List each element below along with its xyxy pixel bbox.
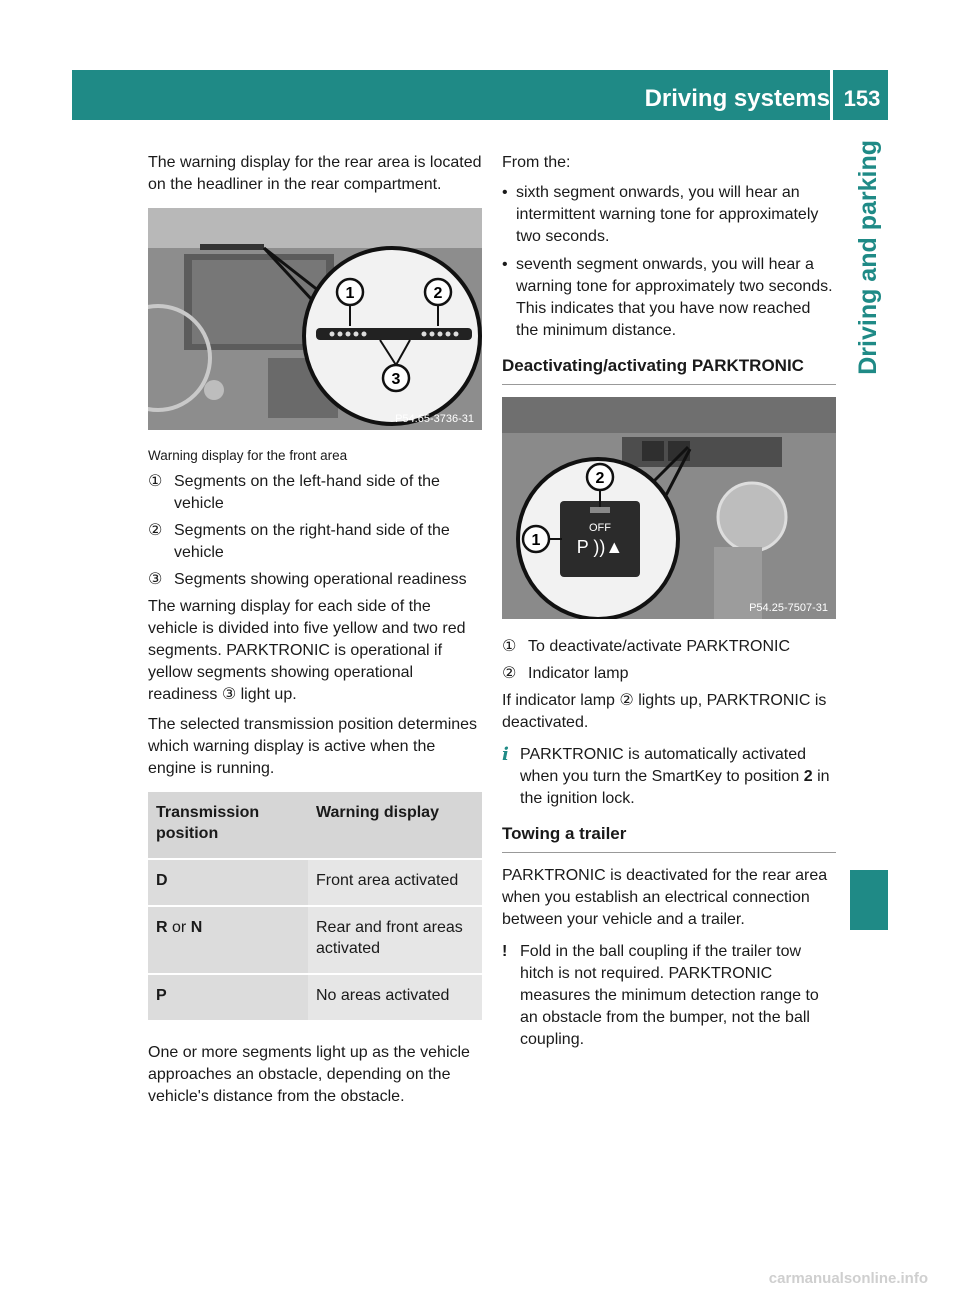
intro-paragraph: The warning display for the rear area is located on the headliner in the rear compartment.: [148, 154, 482, 193]
table-row: [148, 974, 482, 1021]
bullet-item: • seventh segment onwards, you will hear a warning tone for approximately two seconds. This indicates that you have now reached the minimum distance.: [502, 256, 833, 339]
side-tab-block: [850, 870, 888, 930]
from-the: From the:: [502, 154, 571, 171]
table-cell: Rear and front areas activated: [308, 906, 482, 974]
paragraph-segments: The warning display for each side of the vehicle is divided into five yellow and two red segments. PARKTRONIC is operational if yellow segments showing operational readiness ③ light up.: [148, 598, 466, 703]
legend-item: ② Segments on the right-hand side of the vehicle: [148, 522, 450, 561]
side-tab: [846, 140, 890, 570]
figure-parktronic-button: [502, 397, 836, 626]
figure-front-warning-display: [148, 208, 482, 437]
bullet-item: • sixth segment onwards, you will hear an intermittent warning tone for approximately two seconds.: [502, 184, 819, 245]
legend-item: ① Segments on the left-hand side of the vehicle: [148, 473, 440, 512]
page-number: 153: [843, 86, 881, 111]
table-cell: P: [148, 974, 308, 1021]
table-cell: R or N: [148, 906, 308, 974]
front-display-illustration: [148, 208, 482, 430]
side-tab-label: Driving and parking: [854, 140, 882, 375]
warning-icon: !: [502, 943, 508, 960]
transmission-table: [148, 792, 482, 1022]
info-icon: i: [502, 744, 509, 765]
legend-item: ③ Segments showing operational readiness: [148, 571, 467, 588]
paragraph-transmission: The selected transmission position determines which warning display is active when the engine is running.: [148, 716, 478, 777]
figure-caption: Warning display for the front area: [148, 448, 348, 463]
table-header: Transmission position: [148, 792, 308, 859]
legend-item: ② Indicator lamp: [502, 665, 629, 682]
svg-text:2: 2: [595, 470, 605, 487]
info-note: i PARKTRONIC is automatically activated when you turn the SmartKey to position 2 in the ignition lock.: [502, 744, 836, 810]
section-title-towing: Towing a trailer: [502, 822, 836, 853]
svg-text:2: 2: [433, 285, 443, 302]
left-column: [148, 152, 482, 1116]
figure1-code: P54.65-3736-31: [395, 413, 474, 425]
paragraph-segments-light: One or more segments light up as the vehicle approaches an obstacle, depending on the vehicle's distance from the obstacle.: [148, 1044, 470, 1105]
svg-text:1: 1: [531, 532, 541, 549]
table-cell: Front area activated: [308, 859, 482, 906]
paragraph-indicator-lamp: If indicator lamp ② lights up, PARKTRONIC is deactivated.: [502, 692, 827, 731]
paragraph-towing: PARKTRONIC is deactivated for the rear area when you establish an electrical connection between your vehicle and a trailer.: [502, 867, 828, 928]
warning-note: ! Fold in the ball coupling if the trailer tow hitch is not required. PARKTRONIC measures the minimum detection range to an obstacle from the bumper, not the ball coupling.: [502, 941, 836, 1051]
table-header-row: [148, 792, 482, 859]
right-column: [502, 152, 836, 1063]
table-header: Warning display: [308, 792, 482, 859]
figure2-off-label: OFF: [589, 522, 611, 534]
section-title-parktronic: Deactivating/activating PARKTRONIC: [502, 354, 836, 385]
svg-text:P ))▲: P ))▲: [576, 537, 624, 557]
table-row: [148, 906, 482, 974]
svg-text:3: 3: [391, 371, 401, 388]
legend-item: ① To deactivate/activate PARKTRONIC: [502, 638, 791, 655]
footer-watermark: carmanualsonline.info: [768, 1270, 928, 1287]
figure2-code: P54.25-7507-31: [749, 602, 828, 614]
table-row: [148, 859, 482, 906]
table-cell: D: [148, 859, 308, 906]
table-cell: No areas activated: [308, 974, 482, 1021]
parktronic-button-illustration: [502, 397, 836, 619]
header-title: Driving systems: [644, 85, 830, 112]
svg-text:1: 1: [345, 285, 355, 302]
header-separator: [830, 70, 833, 120]
